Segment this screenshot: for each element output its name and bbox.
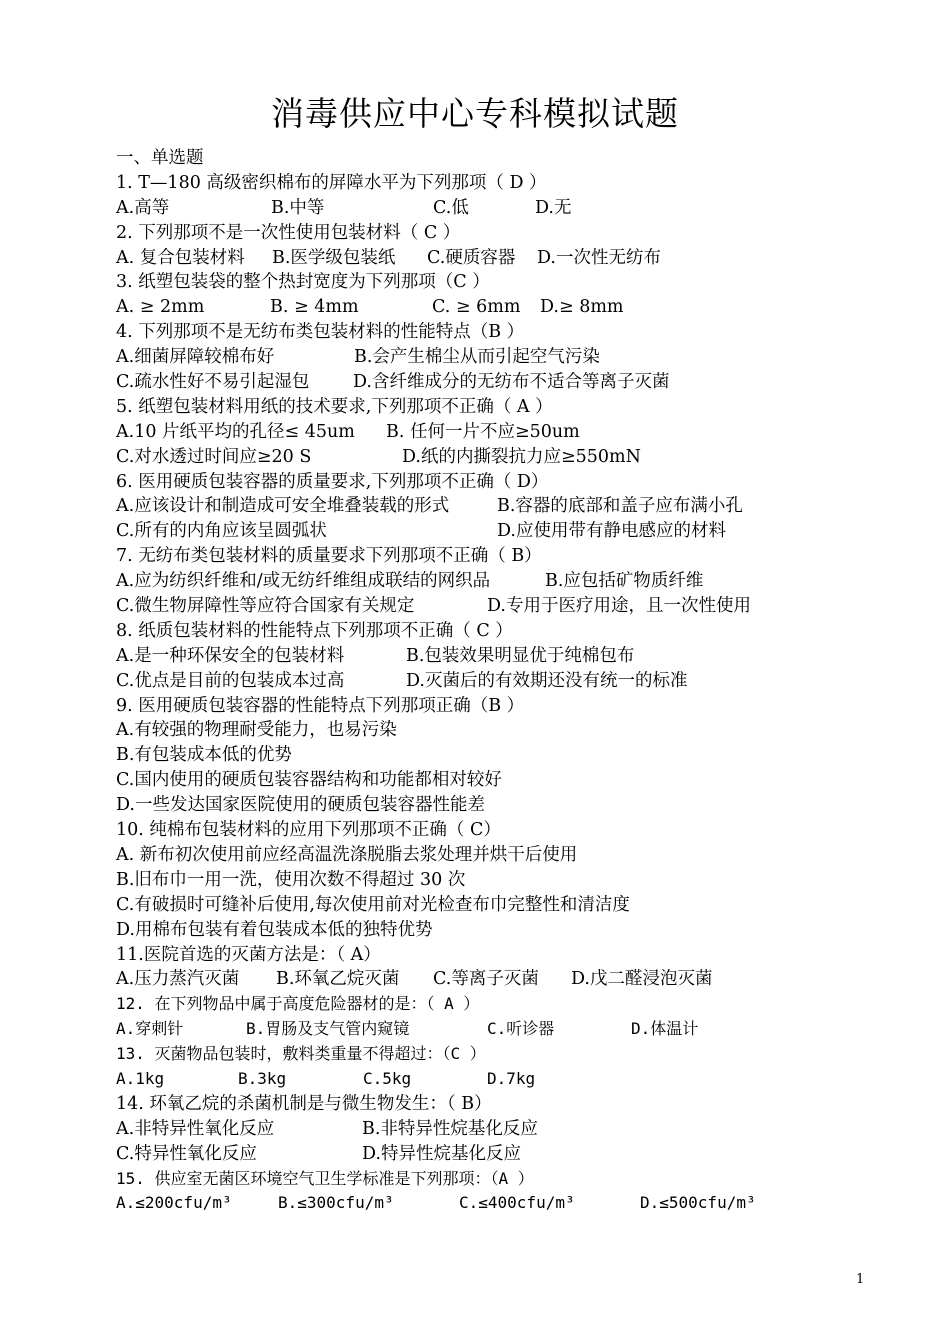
option-a: A.非特异性氧化反应: [116, 1118, 275, 1139]
options-15: [116, 1191, 916, 1216]
option-c: C. ≥ 6mm: [432, 297, 521, 318]
option-a: A.1kg: [116, 1068, 165, 1088]
option-a: A. 复合包装材料: [116, 247, 245, 268]
option-d: D.纸的内撕裂抗力应≥550mN: [402, 446, 641, 467]
option-a: A.应为纺织纤维和/或无纺纤维组成联结的网织品: [116, 571, 491, 592]
page-number: 1: [856, 1272, 865, 1287]
options-6-cd: [116, 519, 916, 544]
question-5: 5. 纸塑包装材料用纸的技术要求,下列那项不正确（ A ）: [116, 396, 553, 417]
question-4: 4. 下列那项不是无纺布类包装材料的性能特点（B ）: [116, 322, 525, 343]
option-d: D.专用于医疗用途，且一次性使用: [487, 596, 751, 617]
question-10: 10. 纯棉布包装材料的应用下列那项不正确（ C）: [116, 820, 501, 841]
option-a: A.是一种环保安全的包装材料: [116, 645, 345, 666]
options-5-cd: [116, 445, 916, 470]
options-1: [116, 196, 916, 221]
option-a: A.高等: [116, 197, 170, 218]
option-c: C.低: [433, 197, 469, 218]
option-d: D.一次性无纺布: [537, 247, 661, 268]
question-15: 15. 供应室无菌区环境空气卫生学标准是下列那项：（A ）: [116, 1168, 534, 1188]
option-c: C.国内使用的硬质包装容器结构和功能都相对较好: [116, 770, 502, 791]
option-b: B.3kg: [238, 1068, 287, 1088]
option-a: A.10 片纸平均的孔径≤ 45um: [116, 421, 355, 442]
option-b: B.会产生棉尘从而引起空气污染: [354, 347, 600, 368]
option-d: D.含纤维成分的无纺布不适合等离子灭菌: [353, 372, 670, 393]
option-a: A.有较强的物理耐受能力，也易污染: [116, 720, 397, 741]
options-14-ab: [116, 1117, 916, 1142]
option-c: C.对水透过时间应≥20 S: [116, 446, 312, 467]
option-a: A.细菌屏障较棉布好: [116, 347, 275, 368]
question-1: 1. T—180 高级密织棉布的屏障水平为下列那项（ D ）: [116, 172, 547, 193]
question-12: 12. 在下列物品中属于高度危险器材的是：（ A ）: [116, 994, 480, 1014]
option-c: C.≤400cfu/m³: [459, 1193, 575, 1213]
option-d: D.≤500cfu/m³: [640, 1193, 756, 1213]
question-8: 8. 纸质包装材料的性能特点下列那项不正确（ C ）: [116, 620, 513, 641]
option-b: B.胃肠及支气管内窥镜: [246, 1019, 410, 1039]
options-14-cd: [116, 1142, 916, 1167]
option-d: D.≥ 8mm: [540, 297, 624, 318]
option-d: D.灭菌后的有效期还没有统一的标准: [406, 670, 688, 691]
options-4-cd: [116, 370, 916, 395]
option-a: A.≤200cfu/m³: [116, 1193, 232, 1213]
page-title: 消毒供应中心专科模拟试题: [271, 94, 679, 133]
option-b: B. 任何一片不应≥50um: [386, 421, 580, 442]
option-c: C.硬质容器: [427, 247, 516, 268]
options-12: [116, 1017, 916, 1042]
section-heading: 一、单选题: [116, 148, 204, 168]
option-b: B.容器的底部和盖子应布满小孔: [497, 496, 743, 517]
option-d: D.用棉布包装有着包装成本低的独特优势: [116, 919, 433, 940]
option-c: C.5kg: [363, 1068, 412, 1088]
option-c: C.疏水性好不易引起湿包: [116, 372, 310, 393]
option-d: D.戊二醛浸泡灭菌: [571, 969, 713, 990]
option-c: C.等离子灭菌: [433, 969, 539, 990]
question-3: 3. 纸塑包装袋的整个热封宽度为下列那项（C ）: [116, 272, 490, 293]
option-c: C.优点是目前的包装成本过高: [116, 670, 345, 691]
question-list: [116, 146, 916, 1216]
question-13: 13. 灭菌物品包装时，敷料类重量不得超过：（C ）: [116, 1044, 486, 1064]
question-9: 9. 医用硬质包装容器的性能特点下列那项正确（B ）: [116, 695, 525, 716]
options-4-ab: [116, 345, 916, 370]
option-d: D.体温计: [631, 1019, 699, 1039]
options-7-ab: [116, 569, 916, 594]
options-7-cd: [116, 594, 916, 619]
option-a: A. ≥ 2mm: [116, 297, 205, 318]
options-8-ab: [116, 644, 916, 669]
option-c: C.特异性氧化反应: [116, 1143, 257, 1164]
option-b: B.中等: [271, 197, 325, 218]
option-b: B.≤300cfu/m³: [278, 1193, 394, 1213]
option-b: B.医学级包装纸: [272, 247, 396, 268]
question-7: 7. 无纺布类包装材料的质量要求下列那项不正确（ B）: [116, 546, 542, 567]
option-a: A.穿刺针: [116, 1019, 184, 1039]
option-c: C.所有的内角应该呈圆弧状: [116, 521, 327, 542]
option-a: A.应该设计和制造成可安全堆叠装载的形式: [116, 496, 450, 517]
option-a: A. 新布初次使用前应经高温洗涤脱脂去浆处理并烘干后使用: [116, 844, 578, 865]
options-2: [116, 246, 916, 271]
option-d: D.应使用带有静电感应的材料: [497, 521, 726, 542]
option-d: D.特异性烷基化反应: [362, 1143, 521, 1164]
options-3: [116, 295, 916, 320]
option-b: B.应包括矿物质纤维: [545, 571, 704, 592]
option-b: B.包装效果明显优于纯棉包布: [406, 645, 635, 666]
options-13: [116, 1067, 916, 1092]
question-2: 2. 下列那项不是一次性使用包装材料（ C ）: [116, 222, 461, 243]
question-14: 14. 环氧乙烷的杀菌机制是与微生物发生：（ B）: [116, 1093, 492, 1114]
options-5-ab: [116, 420, 916, 445]
options-8-cd: [116, 669, 916, 694]
option-a: A.压力蒸汽灭菌: [116, 969, 240, 990]
option-d: D.一些发达国家医院使用的硬质包装容器性能差: [116, 795, 485, 816]
options-6-ab: [116, 494, 916, 519]
option-c: C.听诊器: [487, 1019, 555, 1039]
option-b: B. ≥ 4mm: [270, 297, 359, 318]
option-b: B.环氧乙烷灭菌: [276, 969, 400, 990]
question-11: 11.医院首选的灭菌方法是：（ A）: [116, 944, 381, 965]
option-d: D.无: [535, 197, 572, 218]
question-6: 6. 医用硬质包装容器的质量要求,下列那项不正确（ D）: [116, 471, 549, 492]
options-11: [116, 967, 916, 992]
option-d: D.7kg: [487, 1068, 536, 1088]
option-c: C.微生物屏障性等应符合国家有关规定: [116, 596, 415, 617]
option-b: B.旧布巾一用一洗，使用次数不得超过 30 次: [116, 869, 466, 890]
option-b: B.非特异性烷基化反应: [362, 1118, 538, 1139]
option-b: B.有包装成本低的优势: [116, 745, 292, 766]
option-c: C.有破损时可缝补后使用,每次使用前对光检查布巾完整性和清洁度: [116, 894, 630, 915]
